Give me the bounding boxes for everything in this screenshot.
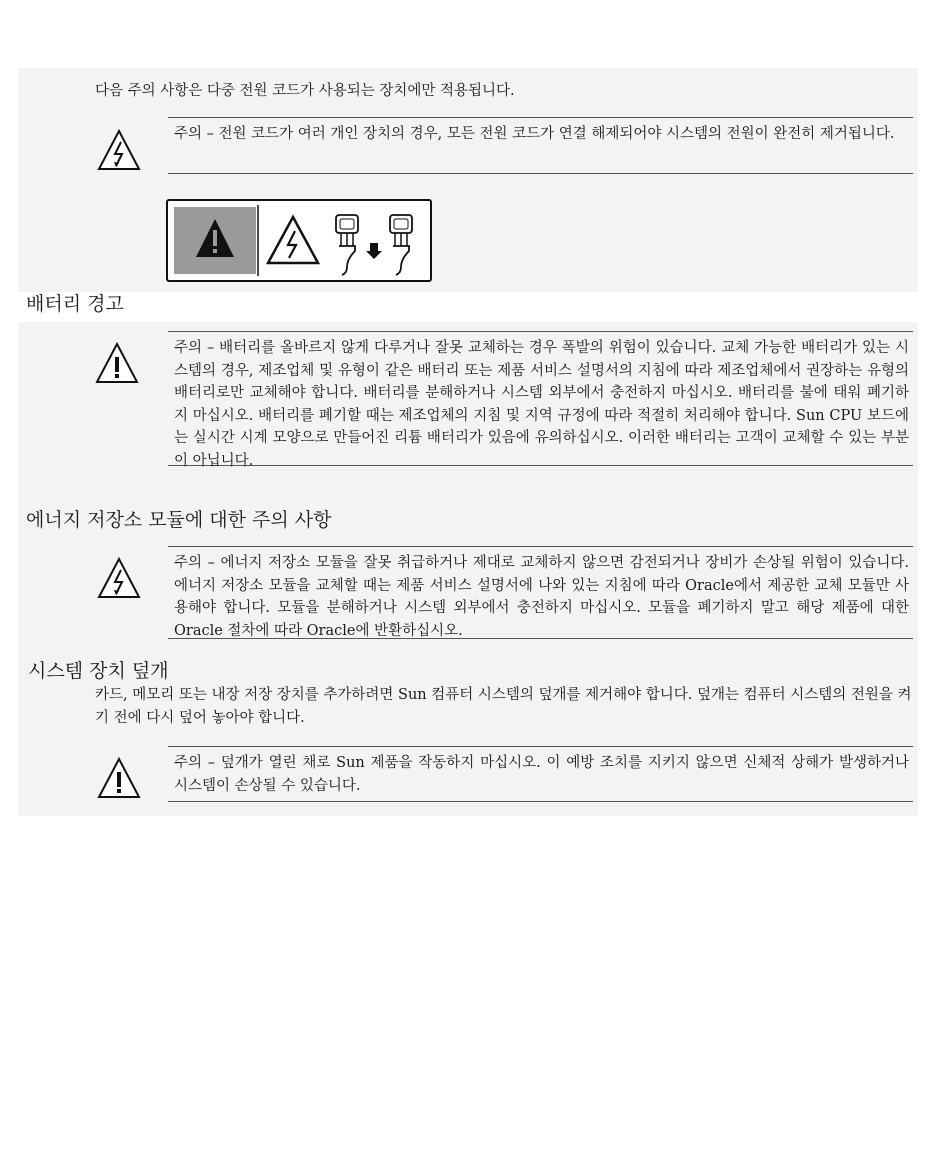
cover-body: 카드, 메모리 또는 내장 저장 장치를 추가하려면 Sun 컴퓨터 시스템의 덮개를 제거해야 합니다. 덮개는 컴퓨터 시스템의 전원을 켜기 전에 다시 덮어 놓아야 합니다. [95, 687, 912, 726]
shock-triangle-icon [268, 217, 318, 263]
electric-shock-warning-icon [97, 128, 141, 172]
cover-caution: 주의 – 덮개가 열린 채로 Sun 제품을 작동하지 마십시오. 이 예방 조치를 지키지 않으면 신체적 상해가 발생하거나 시스템이 손상될 수 있습니다. [168, 746, 913, 802]
intro-text: 다음 주의 사항은 다중 전원 코드가 사용되는 장치에만 적용됩니다. [95, 83, 515, 99]
exclamation-warning-icon [97, 756, 141, 800]
energy-storage-heading: 에너지 저장소 모듈에 대한 주의 사항 [26, 509, 332, 531]
caution-multi-cord: 주의 – 전원 코드가 여러 개인 장치의 경우, 모든 전원 코드가 연결 해제되어야 시스템의 전원이 완전히 제거됩니다. [168, 117, 913, 174]
power-cord-warning-label [166, 199, 432, 282]
electric-shock-warning-icon [97, 556, 141, 600]
battery-heading: 배터리 경고 [26, 293, 124, 315]
exclamation-warning-icon [95, 341, 139, 385]
cover-heading: 시스템 장치 덮개 [28, 660, 169, 682]
energy-storage-caution: 주의 – 에너지 저장소 모듈을 잘못 취급하거나 제대로 교체하지 않으면 감전되거나 장비가 손상될 위험이 있습니다. 에너지 저장소 모듈을 교체할 때는 제품 서비스 설명서에 나와 있는 지침에 따라 Oracle에서 제공한 교체 모듈만 사용해야 합니다. 모듈을 분해하거나 시스템 외부에서 충전하지 마십시오. 모듈을 폐기하지 말고 해당 제품에 대한 Oracle 절차에 따라 Oracle에 반환하십시오. [168, 546, 913, 639]
battery-caution: 주의 – 배터리를 올바르지 않게 다루거나 잘못 교체하는 경우 폭발의 위험이 있습니다. 교체 가능한 배터리가 있는 시스템의 경우, 제조업체 및 유형이 같은 배터리 또는 제품 서비스 설명서의 지침에 따라 제조업체에서 권장하는 유형의 배터리로만 교체해야 합니다. 배터리를 분해하거나 시스템 외부에서 충전하지 마십시오. 배터리를 불에 태워 폐기하지 마십시오. 배터리를 폐기할 때는 제조업체의 지침 및 지역 규정에 따라 적절히 처리해야 합니다. Sun CPU 보드에는 실시간 시계 모양으로 만들어진 리튬 배터리가 있음에 유의하십시오. 이러한 배터리는 고객이 교체할 수 있는 부분이 아닙니다. [168, 331, 913, 466]
arrow-down-icon [366, 243, 382, 259]
